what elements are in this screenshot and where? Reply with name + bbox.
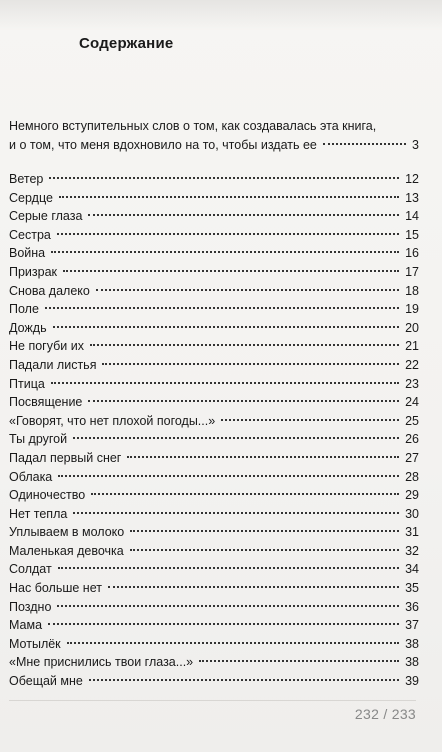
- toc-entry: [9, 618, 419, 637]
- leader-dots: [88, 214, 399, 216]
- leader-dots: [63, 270, 399, 272]
- toc-entry-page: 25: [405, 413, 419, 428]
- leader-dots: [51, 382, 399, 384]
- leader-dots: [73, 437, 399, 439]
- toc-entry-title: Дождь: [9, 320, 47, 335]
- toc-entry: [9, 600, 419, 619]
- toc-entry-title: Обещай мне: [9, 674, 83, 689]
- toc-entry-title: Поздно: [9, 599, 52, 614]
- toc-entry: [9, 246, 419, 265]
- toc-entry-title: Сестра: [9, 227, 51, 242]
- leader-dots: [51, 251, 399, 253]
- toc-entry-title: Солдат: [9, 562, 52, 577]
- toc-entry-page: 27: [405, 450, 419, 465]
- toc-entry-title: Падали листья: [9, 357, 97, 372]
- toc-entry-title: Война: [9, 246, 46, 261]
- toc-entry: [9, 581, 419, 600]
- toc-entry: [9, 172, 419, 191]
- leader-dots: [130, 530, 399, 532]
- toc-entry-page: 24: [405, 395, 419, 410]
- leader-dots: [53, 326, 399, 328]
- leader-dots: [49, 177, 399, 179]
- toc-entry-page: 14: [405, 209, 419, 224]
- toc-entry: [9, 674, 419, 693]
- leader-dots: [221, 419, 399, 421]
- toc-entry: [9, 358, 419, 377]
- toc-entry-title: Мама: [9, 618, 43, 633]
- intro-entry: [9, 117, 419, 155]
- leader-dots: [323, 143, 406, 145]
- toc-entry-title: Снова далеко: [9, 283, 90, 298]
- toc-entry-page: 26: [405, 432, 419, 447]
- toc-entry-title: Поле: [9, 302, 39, 317]
- toc-entry: [9, 265, 419, 284]
- toc-entry: [9, 637, 419, 656]
- toc-entry: [9, 470, 419, 489]
- toc-entry-page: 13: [405, 190, 419, 205]
- toc-entry-title: Одиночество: [9, 488, 86, 503]
- toc-entry: [9, 432, 419, 451]
- toc-entry-title: Посвящение: [9, 395, 83, 410]
- toc-entry-title: Птица: [9, 376, 45, 391]
- toc-entry-page: 29: [405, 488, 419, 503]
- toc-entry-page: 35: [405, 581, 419, 596]
- toc-entry: [9, 228, 419, 247]
- leader-dots: [67, 642, 399, 644]
- toc-entry-page: 22: [405, 357, 419, 372]
- leader-dots: [58, 567, 399, 569]
- toc-entry-page: 23: [405, 376, 419, 391]
- toc-entry: [9, 655, 419, 674]
- toc-entry: [9, 544, 419, 563]
- toc-entry-page: 34: [405, 562, 419, 577]
- toc-entry-page: 30: [405, 506, 419, 521]
- toc-entry-title: Сердце: [9, 190, 53, 205]
- footer-divider: [9, 700, 416, 701]
- toc-entry-page: 18: [405, 283, 419, 298]
- leader-dots: [48, 623, 399, 625]
- leader-dots: [102, 363, 399, 365]
- toc-entry-title: «Говорят, что нет плохой погоды...»: [9, 413, 216, 428]
- toc-entry-page: 39: [405, 674, 419, 689]
- leader-dots: [199, 660, 399, 662]
- toc-entry-page: 12: [405, 172, 419, 186]
- intro-line-1: Немного вступительных слов о том, как создавалась эта книга,: [9, 119, 377, 133]
- toc-entry: [9, 284, 419, 303]
- toc-entry-title: Серые глаза: [9, 209, 83, 224]
- toc-entry-page: 21: [405, 339, 419, 354]
- leader-dots: [108, 586, 399, 588]
- leader-dots: [89, 679, 399, 681]
- toc-entry-page: 17: [405, 264, 419, 279]
- toc-entry: [9, 451, 419, 470]
- toc-entry-page: 19: [405, 302, 419, 317]
- toc-entry-title: Мотылёк: [9, 636, 61, 651]
- leader-dots: [57, 605, 399, 607]
- toc-entry-title: Нас больше нет: [9, 581, 102, 596]
- toc-entry-title: Нет тепла: [9, 506, 68, 521]
- leader-dots: [73, 512, 399, 514]
- toc-entry: [9, 302, 419, 321]
- toc-entry: [9, 395, 419, 414]
- toc-entry: [9, 562, 419, 581]
- leader-dots: [58, 475, 399, 477]
- toc-entry-title: Облака: [9, 469, 53, 484]
- toc-entry-page: 32: [405, 543, 419, 558]
- toc-entry-title: «Мне приснились твои глаза...»: [9, 655, 194, 670]
- toc-list: [9, 172, 419, 693]
- leader-dots: [127, 456, 399, 458]
- leader-dots: [57, 233, 399, 235]
- toc-entry: [9, 525, 419, 544]
- toc-entry: [9, 507, 419, 526]
- toc-entry: [9, 414, 419, 433]
- toc-entry-page: 28: [405, 469, 419, 484]
- toc-entry-title: Маленькая девочка: [9, 543, 124, 558]
- toc-entry-page: 38: [405, 636, 419, 651]
- leader-dots: [88, 400, 399, 402]
- toc-entry: [9, 321, 419, 340]
- toc-entry-title: Падал первый снег: [9, 450, 122, 465]
- toc-entry: [9, 377, 419, 396]
- toc-entry: [9, 191, 419, 210]
- toc-entry: [9, 488, 419, 507]
- intro-line-2-row: [9, 136, 419, 155]
- toc-entry: [9, 339, 419, 358]
- leader-dots: [59, 196, 399, 198]
- toc-entry-title: Призрак: [9, 264, 58, 279]
- toc-entry-title: Не погуби их: [9, 339, 84, 354]
- toc-entry-page: 16: [405, 246, 419, 261]
- toc-entry-page: 15: [405, 227, 419, 242]
- toc-entry-page: 38: [405, 655, 419, 670]
- toc-entry: [9, 209, 419, 228]
- leader-dots: [130, 549, 399, 551]
- leader-dots: [90, 344, 399, 346]
- toc-entry-page: 36: [405, 599, 419, 614]
- toc-entry-page: 31: [405, 525, 419, 540]
- toc-entry-title: Ты другой: [9, 432, 68, 447]
- leader-dots: [45, 307, 399, 309]
- intro-page-number: 3: [412, 138, 419, 152]
- page-title: Содержание: [79, 35, 174, 52]
- show-through-shadow: [0, 0, 442, 30]
- leader-dots: [96, 289, 399, 291]
- toc-entry-title: Ветер: [9, 172, 44, 186]
- toc-entry-page: 37: [405, 618, 419, 633]
- toc-entry-title: Уплываем в молоко: [9, 525, 125, 540]
- toc-entry-page: 20: [405, 320, 419, 335]
- page-folio: 232 / 233: [354, 706, 416, 722]
- leader-dots: [91, 493, 399, 495]
- intro-line-2: и о том, что меня вдохновило на то, чтобы издать ее: [9, 138, 317, 152]
